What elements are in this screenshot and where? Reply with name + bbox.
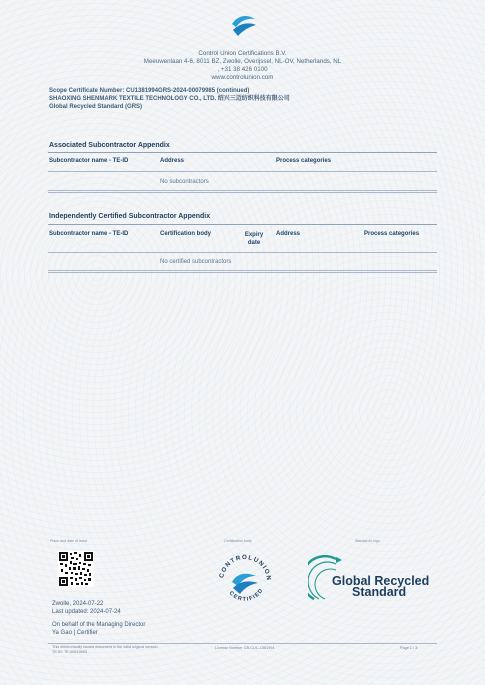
on-behalf: On behalf of the Managing Director: [52, 622, 146, 628]
global-recycled-standard-logo-icon: [308, 555, 438, 605]
signer: Ya Gao | Certifier: [52, 630, 98, 636]
divider: [48, 192, 437, 193]
assoc-col-process: Process categories: [276, 158, 332, 164]
org-website[interactable]: www.controlunion.com: [211, 74, 274, 81]
issue-place-date: Zwolle, 2024-07-22: [52, 601, 104, 607]
indep-col-name: Subcontractor name - TE-ID: [49, 231, 129, 237]
indep-col-expiry: Expiry date: [244, 232, 264, 246]
svg-text:CERTIFIED: CERTIFIED: [227, 587, 265, 603]
place-date-label: Place and date of issue: [50, 539, 88, 543]
svg-text:CONTROLUNION: CONTROLUNION: [218, 553, 273, 582]
indep-col-process: Process categories: [364, 231, 420, 237]
page-number: Page 1 / 3: [400, 646, 418, 650]
te-id: TE-ID: TE-00613893: [52, 650, 87, 654]
assoc-col-address: Address: [160, 158, 185, 164]
org-phone: , +31 38 426 0100: [217, 66, 268, 73]
assoc-section-title: Associated Subcontractor Appendix: [49, 142, 170, 149]
divider: [48, 252, 437, 253]
standard-name: Global Recycled Standard (GRS): [49, 104, 143, 110]
last-updated: Last updated: 2024-07-24: [52, 609, 121, 615]
standard-logo-label: Standard's logo: [355, 539, 380, 543]
indep-col-address: Address: [276, 231, 301, 237]
svg-text:Standard: Standard: [352, 585, 407, 599]
divider: [48, 171, 437, 172]
assoc-col-name: Subcontractor name - TE-ID: [49, 158, 129, 164]
divider: [48, 152, 437, 153]
company-name: SHAOXING SHENMARK TEXTILE TECHNOLOGY CO., LTD. 绍兴三迈纺织科技有限公司: [49, 96, 290, 102]
license-number: License Number CB-CUC-1381994: [215, 646, 275, 650]
divider: [48, 224, 437, 225]
control-union-logo-icon: [229, 10, 259, 40]
certification-body-label: Certification body: [224, 539, 252, 543]
scope-certificate-number: Scope Certificate Number: CU1381994GRS-2024-00079985 (continued): [49, 88, 250, 94]
indep-section-title: Independently Certified Subcontractor Appendix: [49, 213, 211, 220]
control-union-certified-seal-icon: [214, 550, 276, 612]
org-address: Meeuwenlaan 4-6, 8011 BZ, Zwolle, Overijssel, NL-OV, Netherlands, NL: [143, 58, 342, 65]
divider: [48, 643, 437, 644]
divider: [48, 190, 437, 191]
qr-code-icon[interactable]: [58, 551, 94, 587]
indep-col-cb: Certification body: [160, 231, 212, 237]
divider: [48, 270, 437, 271]
divider: [48, 272, 437, 273]
org-name: Control Union Certifications B.V.: [198, 50, 287, 57]
assoc-empty-message: No subcontractors: [160, 179, 209, 185]
electronic-notice: This electronically issued document is the valid original version: [52, 645, 158, 649]
indep-empty-message: No certified subcontractors: [160, 259, 232, 265]
svg-text:Global Recycled: Global Recycled: [332, 574, 430, 588]
